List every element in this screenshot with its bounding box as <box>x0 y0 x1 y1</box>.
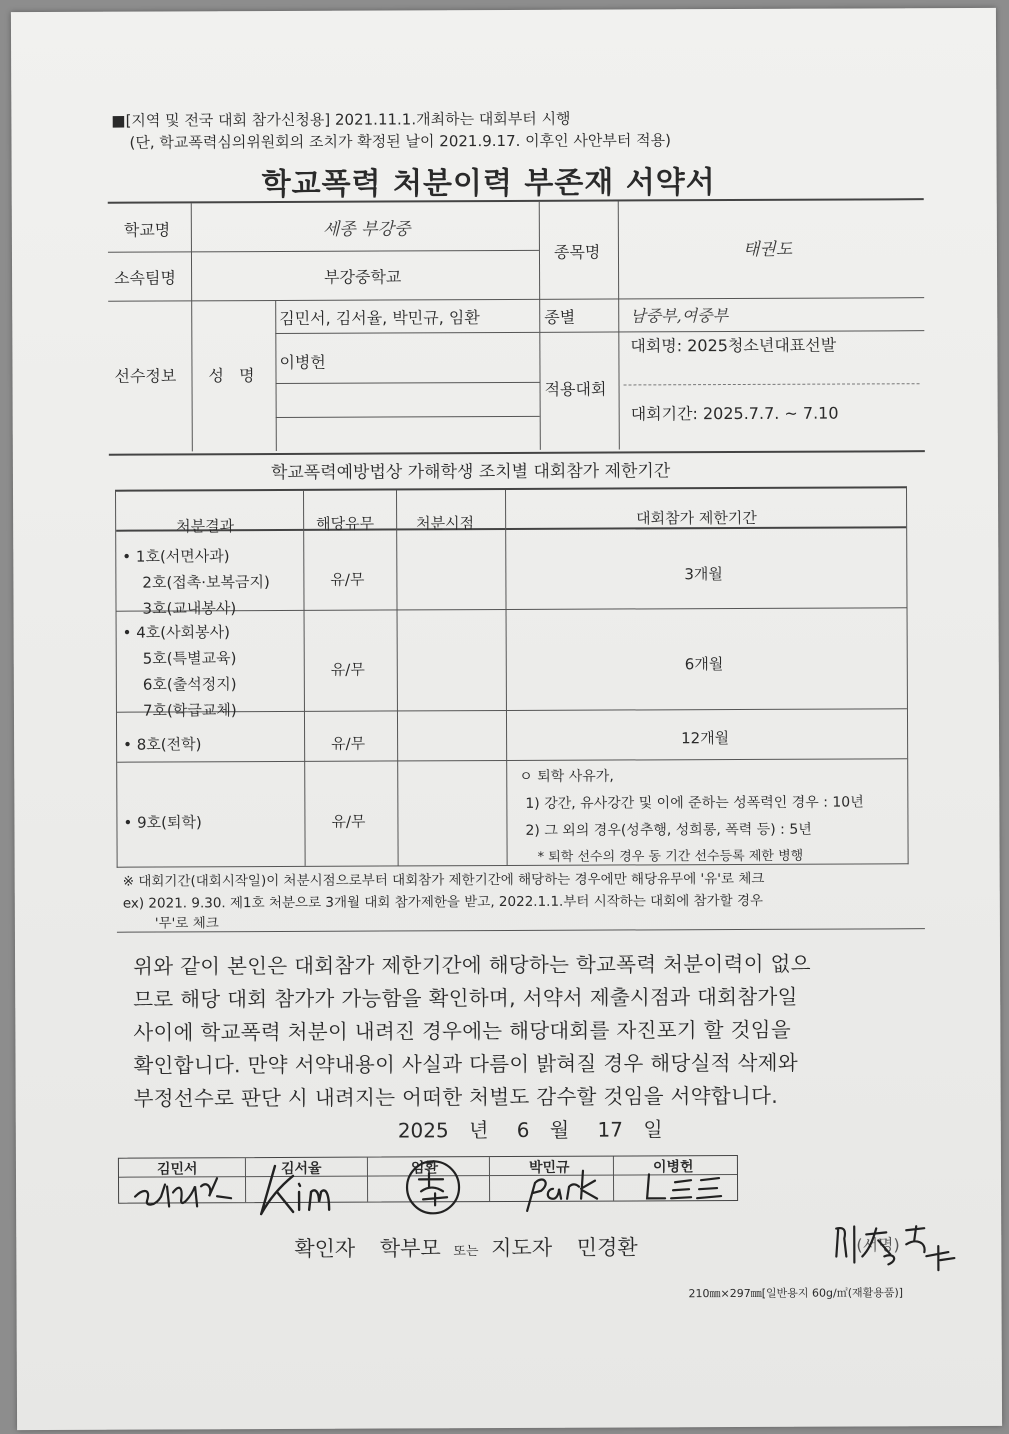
coach-name: 민경환 <box>576 1235 638 1260</box>
player-names-line-1: 김민서, 김서율, 박민규, 임환 <box>279 308 480 328</box>
pledge-line-2: 므로 해당 대회 참가가 가능함을 확인하며, 서약서 제출시점과 대회참가일 <box>133 984 798 1012</box>
or-label: 또는 <box>453 1244 479 1260</box>
sanction-table <box>115 486 909 867</box>
confirm-label: 확인자 <box>294 1236 356 1261</box>
sport-value: 태권도 <box>742 239 793 260</box>
player-info-label: 선수정보 <box>114 366 177 386</box>
note-1: ※ 대회기간(대회시작일)이 처분시점으로부터 대회참가 제한기간에 해당하는 경우에만 해당유무에 '유'로 체크 <box>122 870 765 890</box>
pledge-line-3: 사이에 학교폭력 처분이 내려진 경우에는 해당대회를 자진포기 할 것임을 <box>133 1017 792 1045</box>
division-value: 남중부,여중부 <box>630 306 729 326</box>
row2-period: 6개월 <box>684 655 724 674</box>
sig-name-3: 임환 <box>410 1160 439 1177</box>
measure-4: • 4호(사회봉사) <box>122 623 230 642</box>
header-line-1: ■[지역 및 전국 대회 참가신청용] 2021.11.1.개최하는 대회부터 시행 <box>111 109 571 130</box>
pledge-line-4: 확인합니다. 만약 서약내용이 사실과 다름이 밝혀질 경우 해당실적 삭제와 <box>133 1050 798 1078</box>
date-day-unit: 일 <box>643 1117 663 1142</box>
sig-name-2: 김서율 <box>280 1160 322 1177</box>
event-label: 적용대회 <box>544 379 607 399</box>
event-name: 대회명: 2025청소년대표선발 <box>630 335 837 356</box>
document-title: 학교폭력 처분이력 부존재 서약서 <box>261 165 716 203</box>
school-label: 학교명 <box>123 220 171 240</box>
signature-3 <box>399 1157 469 1219</box>
name-label: 성 명 <box>208 366 255 386</box>
pledge-line-1: 위와 같이 본인은 대회참가 제한기간에 해당하는 학교폭력 처분이력이 없으 <box>133 951 811 979</box>
sig-name-1: 김민서 <box>156 1161 198 1178</box>
expulsion-note-2: 1) 강간, 유사강간 및 이에 준하는 성폭력인 경우 : 10년 <box>525 794 864 812</box>
row2-applicable: 유/무 <box>330 660 365 679</box>
coach-signature <box>828 1216 978 1277</box>
pledge-date <box>398 1113 663 1143</box>
date-year: 2025 <box>397 1118 449 1143</box>
measure-2: 2호(접촉·보복금지) <box>142 573 270 592</box>
document-page <box>11 8 1002 1430</box>
sign-placeholder-label: (서명) <box>856 1235 900 1255</box>
row3-period: 12개월 <box>681 729 730 748</box>
signature-4 <box>519 1163 619 1215</box>
row1-period: 3개월 <box>684 565 723 584</box>
pledge-line-5: 부정선수로 판단 시 내려지는 어떠한 처벌도 감수할 것임을 서약합니다. <box>133 1083 779 1111</box>
note-3: '무'로 체크 <box>154 915 219 932</box>
date-day: 17 <box>597 1117 624 1142</box>
event-period: 대회기간: 2025.7.7. ~ 7.10 <box>630 403 839 424</box>
expulsion-note-3: 2) 그 외의 경우(성추행, 성희롱, 폭력 등) : 5년 <box>525 821 812 839</box>
coach-label: 지도자 <box>491 1235 553 1261</box>
measure-1: • 1호(서면사과) <box>122 547 230 566</box>
row4-applicable: 유/무 <box>331 812 366 831</box>
header-line-2: (단, 학교폭력심의위원회의 조치가 확정된 날이 2021.9.17. 이후인 사안부터 적용) <box>129 131 671 152</box>
note-2: ex) 2021. 9.30. 제1호 처분으로 3개월 대회 참가제한을 받고, 2022.1.1.부터 시작하는 대회에 참가할 경우 <box>122 892 764 912</box>
school-value: 세종 부강중 <box>322 219 411 240</box>
col-header-measure: 처분결과 <box>176 517 235 536</box>
sig-name-4: 박민규 <box>528 1159 570 1176</box>
parent-label: 학부모 <box>379 1236 441 1261</box>
measure-5: 5호(특별교육) <box>142 649 237 668</box>
signature-5 <box>639 1164 735 1208</box>
col-header-applicable: 해당유무 <box>316 514 375 533</box>
expulsion-note-1: ㅇ 퇴학 사유가, <box>519 768 614 785</box>
row1-applicable: 유/무 <box>330 570 365 589</box>
measure-7: 7호(학급교체) <box>142 701 237 720</box>
sport-label: 종목명 <box>553 242 601 262</box>
col-header-time: 처분시점 <box>416 514 475 533</box>
player-names-line-2: 이병헌 <box>279 352 326 372</box>
measure-6: 6호(출석정지) <box>142 675 237 694</box>
team-value: 부강중학교 <box>324 267 402 287</box>
signature-table <box>118 1155 738 1204</box>
row3-applicable: 유/무 <box>331 734 366 753</box>
division-label: 종별 <box>544 307 576 327</box>
section-title: 학교폭력예방법상 가해학생 조치별 대회참가 제한기간 <box>270 461 671 484</box>
expulsion-note-4: * 퇴학 선수의 경우 동 기간 선수등록 제한 병행 <box>537 848 804 865</box>
date-month-unit: 월 <box>549 1117 570 1142</box>
date-year-unit: 년 <box>469 1118 489 1143</box>
paper-spec: 210㎜×297㎜[일반용지 60g/㎡(재활용품)] <box>688 1286 904 1301</box>
date-month: 6 <box>516 1117 530 1142</box>
measure-8: • 8호(전학) <box>123 735 202 754</box>
measure-9: • 9호(퇴학) <box>123 813 202 832</box>
team-label: 소속팀명 <box>114 268 176 288</box>
col-header-period: 대회참가 제한기간 <box>636 508 757 528</box>
signature-2 <box>253 1162 363 1222</box>
signature-1 <box>121 1166 243 1217</box>
measure-3: 3호(교내봉사) <box>142 599 237 618</box>
sig-name-5: 이병헌 <box>652 1159 694 1176</box>
confirmation-line <box>294 1231 637 1262</box>
info-table <box>108 198 925 456</box>
